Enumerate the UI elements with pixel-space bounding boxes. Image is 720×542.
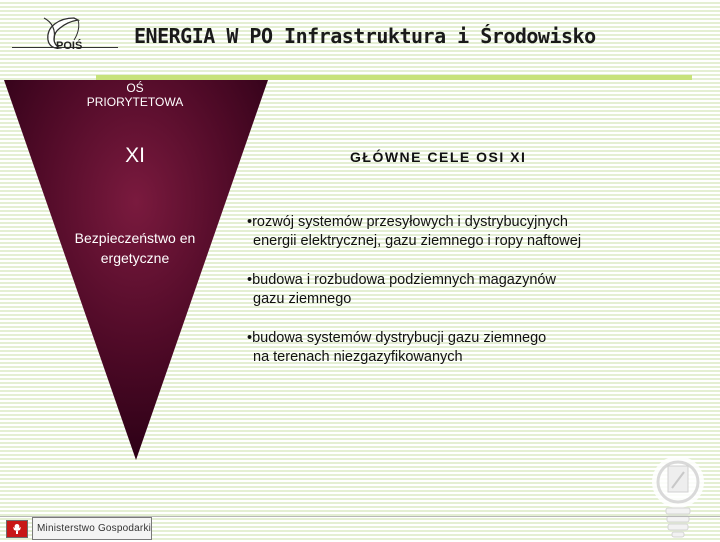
footer-ministry: Ministerstwo Gospodarki: [37, 523, 152, 534]
goal-item-line: •budowa i rozbudowa podziemnych magazynów: [247, 272, 556, 288]
axis-label: [60, 81, 210, 109]
axis-label-line2: PRIORYTETOWA: [86, 95, 184, 109]
poiś-logo: [8, 12, 118, 64]
goal-item-line: energii elektrycznej, gazu ziemnego i ropy naftowej: [253, 233, 582, 249]
goal-item: [247, 213, 667, 251]
goal-item-line: na terenach niezgazyfikowanych: [253, 349, 463, 365]
poiś-swirl-logo: [8, 12, 118, 64]
axis-name: Bezpieczeństwo energetyczne: [74, 230, 196, 266]
axis-number: XI: [125, 144, 145, 167]
goal-item: [247, 329, 667, 367]
goals-heading: GŁÓWNE CELE OSI XI: [350, 149, 527, 165]
logo-text: POIŚ: [56, 40, 83, 52]
goal-item-line: gazu ziemnego: [253, 291, 352, 307]
goals-list: [247, 213, 667, 387]
goal-item-line: •budowa systemów dystrybucji gazu ziemnego: [247, 330, 547, 346]
page-title: ENERGIA W PO Infrastruktura i Środowisko: [134, 24, 596, 48]
goal-item: [247, 271, 667, 309]
goal-item-line: •rozwój systemów przesyłowych i dystrybucyjnych: [247, 214, 568, 230]
lightbulb-icon: [646, 452, 710, 538]
axis-label-line1: OŚ: [126, 81, 144, 95]
priority-axis-triangle: [0, 80, 272, 464]
polish-eagle-flag-icon: [6, 520, 28, 538]
